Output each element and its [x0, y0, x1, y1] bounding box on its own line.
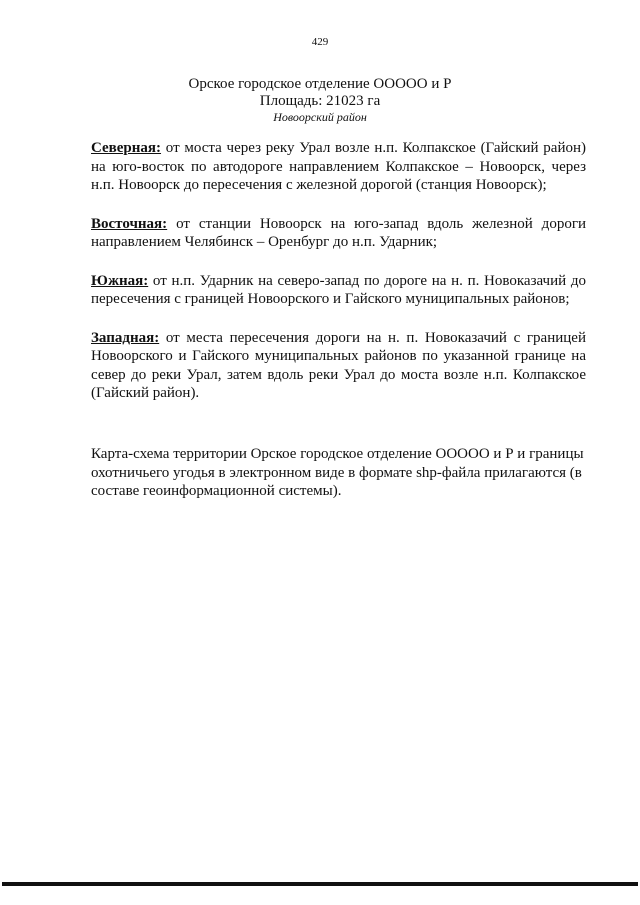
border-south-label: Южная:: [91, 272, 149, 289]
border-east: [91, 215, 586, 252]
page-number: 429: [311, 36, 329, 48]
border-east-text: от станции Новоорск на юго-запад вдоль железной дороги направлением Челябинск – Оренбург до н.п. Ударник;: [91, 215, 586, 250]
border-east-label: Восточная:: [91, 215, 168, 232]
border-west-label: Западная:: [91, 329, 160, 346]
map-note: Карта-схема территории Орское городское отделение ООООО и Р и границы охотничьего угодья в электронном виде в формате shp-файла прилагаются (в составе геоинформационной системы).: [91, 446, 584, 499]
border-north: [91, 139, 586, 195]
border-south-text: от н.п. Ударник на северо-запад по дороге на н. п. Новоказачий до пересечения с границей Новоорского и Гайского муниципальных районов;: [91, 272, 586, 307]
border-west: [91, 329, 586, 403]
border-north-label: Северная:: [91, 140, 162, 156]
border-west-text: от места пересечения дороги на н. п. Новоказачий с границей Новоорского и Гайского муниципальных районов по указанной границе на север до реки Урал, затем вдоль реки Урал до моста возле н.п. Колпакское (Гайский район).: [91, 329, 586, 401]
border-north-text: от моста через реку Урал возле н.п. Колпакское (Гайский район) на юго-восток по автодороге направлением Колпакское – Новоорск, через н.п. Новоорск до пересечения с железной дорогой (станция Новоорск);: [91, 140, 586, 193]
borders-section: [91, 139, 586, 423]
area-line: Площадь: 21023 га: [259, 93, 381, 109]
document-title: Орское городское отделение ООООО и Р: [188, 76, 452, 92]
document-header: [0, 76, 640, 124]
border-south: [91, 272, 586, 309]
district-subtitle: Новоорский район: [273, 110, 367, 124]
bottom-divider: [2, 882, 638, 886]
